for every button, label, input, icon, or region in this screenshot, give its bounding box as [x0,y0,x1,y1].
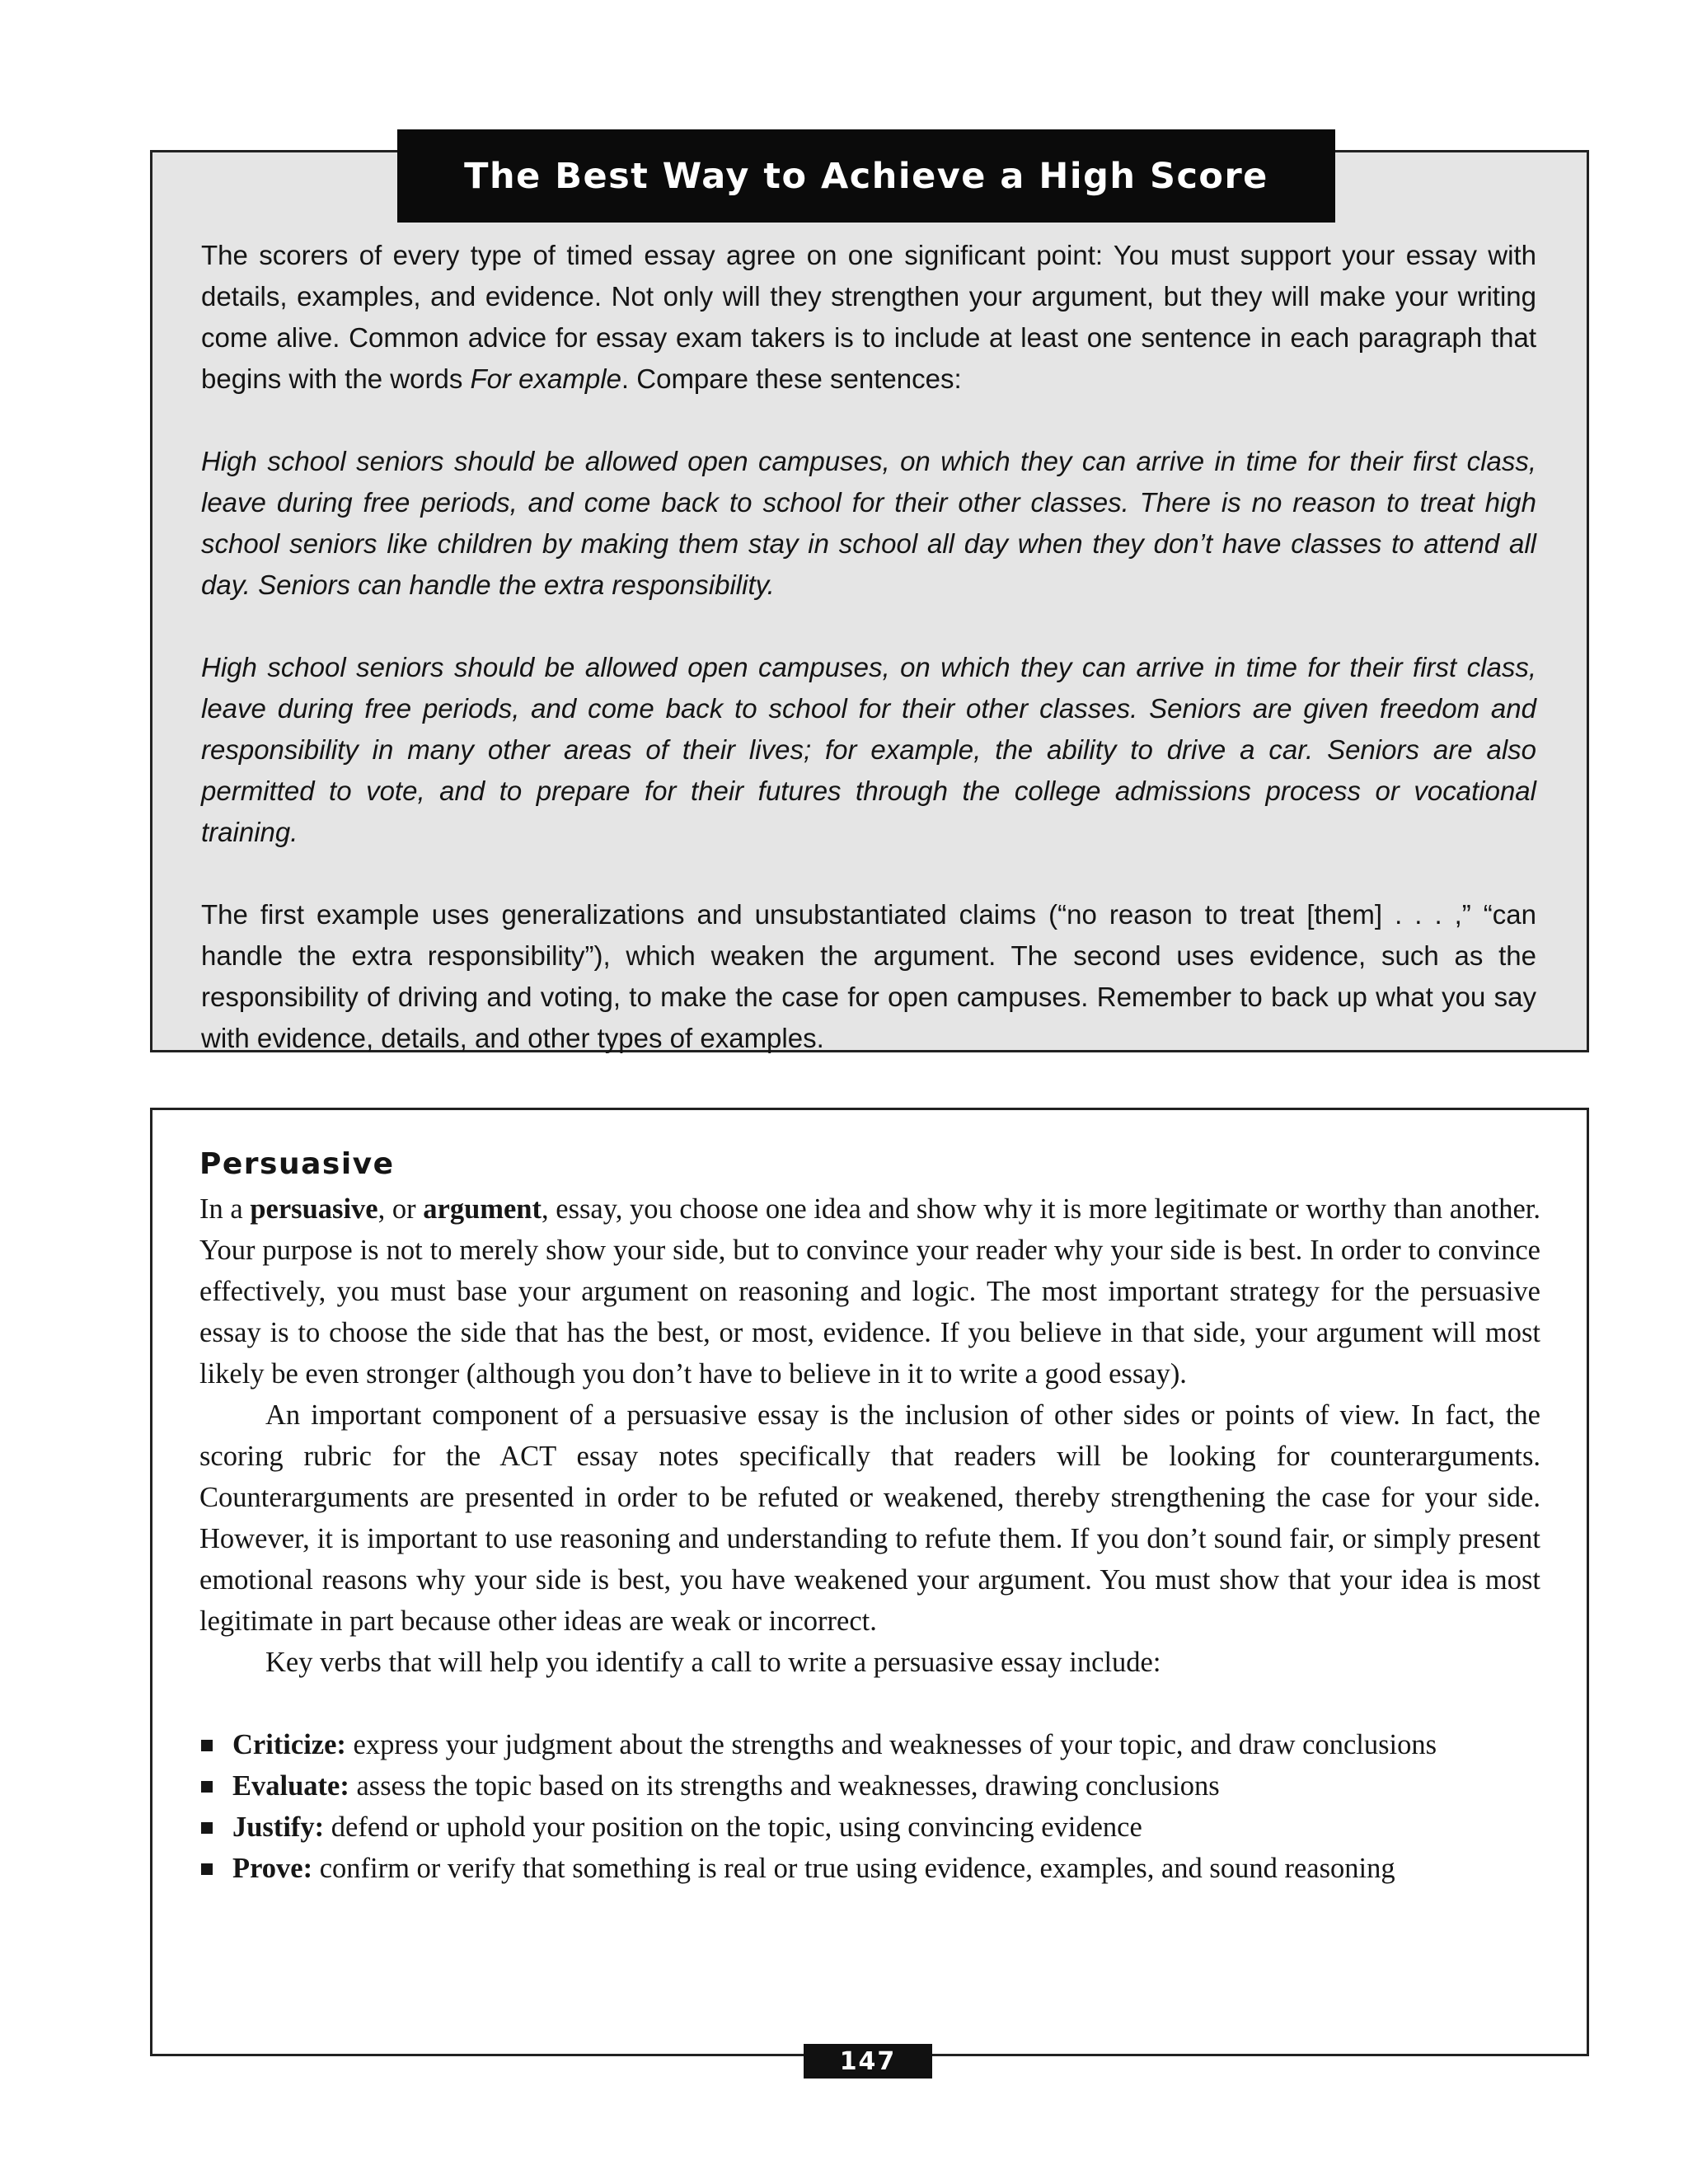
list-item [199,1807,1540,1848]
counterargument-paragraph: An important component of a persuasive essay is the inclusion of other sides or points of view. In fact, the scoring rubric for the ACT essay notes specifically that readers will be looking for counterarguments. Counterarguments are presented in order to be refuted or weakened, thereby strengthening the case for your side. However, it is important to use reasoning and understanding to refute them. If you don’t sound fair, or simply present emotional reasons why your side is best, you have weakened your argument. You must show that your idea is most legitimate in part because other ideas are weak or incorrect. [199,1399,1540,1637]
section-heading: Persuasive [199,1147,395,1181]
key-verbs-list [199,1724,1540,1889]
verb-definition: confirm or verify that something is real or true using evidence, examples, and sound reasoning [312,1853,1395,1884]
bullet-square-icon [201,1740,213,1751]
term-argument: argument [423,1193,542,1225]
sidebar-conclusion-paragraph: The first example uses generalizations and unsubstantiated claims (“no reason to treat [them] . . . ,” “can handle the extra responsibility”), which weaken the argument. The second uses evidence, such as the responsibility of driving and voting, to make the case for open campuses. Remember to back up what you say with evidence, details, and other types of examples. [201,899,1536,1053]
list-item [199,1848,1540,1889]
sidebar-content [201,235,1536,1059]
bullet-square-icon [201,1781,213,1793]
sidebar-intro-text: The scorers of every type of timed essay agree on one significant point: You must support your essay with details, examples, and evidence. Not only will they strengthen your argument, but they will make your writing come alive. Common advice for essay exam takers is to include at least one sentence in each paragraph that begins with the words [201,240,1536,394]
paragraph-text: , essay, you choose one idea and show why it is more legitimate or worthy than another. Your purpose is not to merely show your side, but to convince your reader why your side is best. In order to convince effectively, you must base your argument on reasoning and logic. The most important strategy for the persuasive essay is to choose the side that has the best, or most, evidence. If you believe in that side, your argument will most likely be even stronger (although you don’t have to believe in it to write a good essay). [199,1193,1540,1390]
list-item [199,1724,1540,1765]
bullet-square-icon [201,1822,213,1834]
verb-definition: express your judgment about the strengths and weaknesses of your topic, and draw conclusions [345,1729,1437,1760]
sidebar-title: The Best Way to Achieve a High Score [397,129,1335,223]
paragraph-text: , or [377,1193,424,1225]
persuasive-definition-paragraph [199,1188,1540,1394]
sidebar-intro-paragraph [201,235,1536,400]
example-sentence-strong: High school seniors should be allowed open campuses, on which they can arrive in time for their first class, leave during free periods, and come back to school for their other classes. Seniors are given freedom and responsibility in many other areas of their lives; for example, the ability to drive a car. Seniors are also permitted to vote, and to prepare for their futures through the college admissions process or vocational training. [201,652,1536,847]
verb-term: Criticize: [232,1729,346,1760]
section-body [199,1188,1540,1889]
verb-term: Prove: [232,1853,313,1884]
term-persuasive: persuasive [250,1193,378,1225]
list-item [199,1765,1540,1807]
verb-term: Justify: [232,1811,325,1843]
sidebar-intro-emphasis: For example [470,363,621,394]
example-sentence-weak: High school seniors should be allowed open campuses, on which they can arrive in time for their first class, leave during free periods, and come back to school for their other classes. There is no reason to treat high school seniors like children by making them stay in school all day when they don’t have classes to attend all day. Seniors can handle the extra responsibility. [201,446,1536,600]
bullet-square-icon [201,1863,213,1875]
page-number: 147 [804,2044,932,2079]
key-verbs-intro: Key verbs that will help you identify a call to write a persuasive essay include: [265,1647,1161,1678]
sidebar-intro-text-end: . Compare these sentences: [621,363,962,394]
paragraph-text: In a [199,1193,251,1225]
verb-definition: defend or uphold your position on the topic, using convincing evidence [324,1811,1142,1843]
verb-term: Evaluate: [232,1770,349,1802]
verb-definition: assess the topic based on its strengths and weaknesses, drawing conclusions [349,1770,1220,1802]
